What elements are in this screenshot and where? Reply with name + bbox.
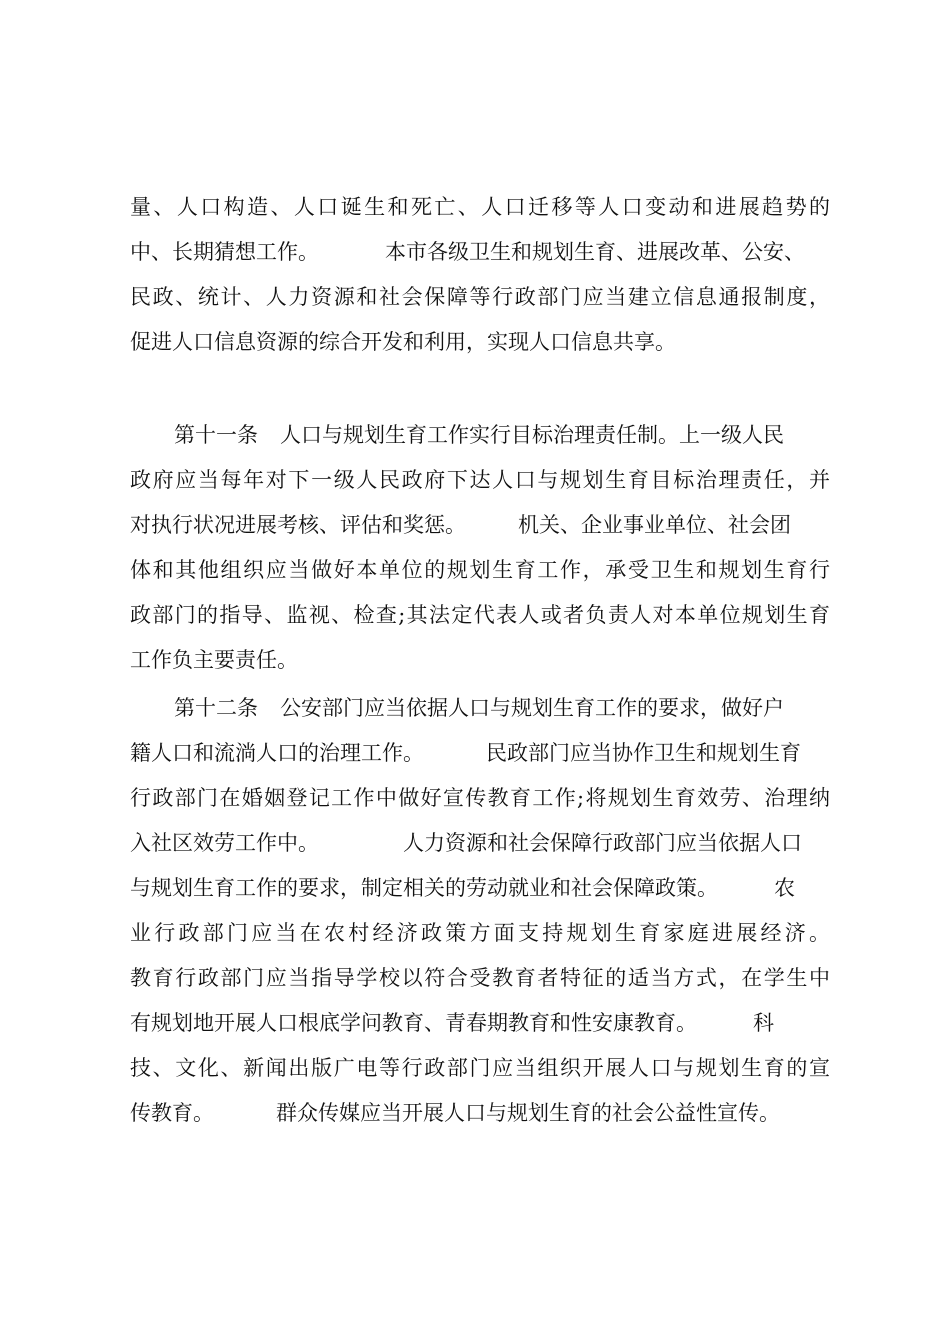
text-line-6 <box>130 458 830 502</box>
text-line-20-part-a: 传教育。 <box>130 1101 214 1125</box>
text-line-18 <box>130 1001 830 1045</box>
text-line-15-part-b: 农 <box>774 876 795 900</box>
text-line-1-text: 量、人口构造、人口诞生和死亡、人口迁移等人口变动和进展趋势的 <box>130 195 830 219</box>
text-line-14-part-a: 入社区效劳工作中。 <box>130 831 319 855</box>
text-line-4-text: 促进人口信息资源的综合开发和利用，实现人口信息共享。 <box>130 330 676 354</box>
text-line-7 <box>130 503 830 547</box>
text-line-2-part-a: 中、长期猜想工作。 <box>130 240 319 264</box>
text-line-12 <box>130 731 830 775</box>
text-line-9 <box>130 593 830 637</box>
text-line-17-text: 教育行政部门应当指导学校以符合受教育者特征的适当方式，在学生中 <box>130 966 830 990</box>
text-line-4 <box>130 320 830 364</box>
text-line-13 <box>130 776 830 820</box>
text-line-17 <box>130 956 830 1000</box>
text-line-7-part-b: 机关、企业事业单位、社会团 <box>518 513 791 537</box>
article-11-heading: 第十一条 <box>174 423 258 447</box>
text-line-20 <box>130 1091 830 1135</box>
text-line-5 <box>130 413 830 457</box>
text-line-8-text: 体和其他组织应当做好本单位的规划生育工作，承受卫生和规划生育行 <box>130 558 830 582</box>
text-line-1 <box>130 185 830 229</box>
text-line-3-text: 民政、统计、人力资源和社会保障等行政部门应当建立信息通报制度， <box>130 285 830 309</box>
text-line-10-text: 工作负主要责任。 <box>130 648 298 672</box>
text-line-20-part-b: 群众传媒应当开展人口与规划生育的社会公益性宣传。 <box>276 1101 780 1125</box>
text-line-5-text: 人口与规划生育工作实行目标治理责任制。上一级人民 <box>280 423 784 447</box>
text-line-15-part-a: 与规划生育工作的要求，制定相关的劳动就业和社会保障政策。 <box>130 876 718 900</box>
text-line-15 <box>130 866 830 910</box>
text-line-14-part-b: 人力资源和社会保障行政部门应当依据人口 <box>403 831 802 855</box>
text-line-12-part-a: 籍人口和流淌人口的治理工作。 <box>130 741 424 765</box>
text-line-2-part-b: 本市各级卫生和规划生育、进展改革、公安、 <box>385 240 805 264</box>
text-line-10 <box>130 638 830 682</box>
text-line-9-text: 政部门的指导、监视、检查;其法定代表人或者负责人对本单位规划生育 <box>130 603 830 627</box>
text-line-3 <box>130 275 830 319</box>
text-line-11-text: 公安部门应当依据人口与规划生育工作的要求，做好户 <box>280 696 784 720</box>
text-line-6-text: 政府应当每年对下一级人民政府下达人口与规划生育目标治理责任，并 <box>130 468 830 492</box>
text-line-12-part-b: 民政部门应当协作卫生和规划生育 <box>486 741 801 765</box>
text-line-11 <box>130 686 830 730</box>
text-line-13-text: 行政部门在婚姻登记工作中做好宣传教育工作;将规划生育效劳、治理纳 <box>130 786 830 810</box>
text-line-14 <box>130 821 830 865</box>
text-line-18-part-a: 有规划地开展人口根底学问教育、青春期教育和性安康教育。 <box>130 1011 697 1035</box>
article-12-heading: 第十二条 <box>174 696 258 720</box>
text-line-18-part-b: 科 <box>753 1011 774 1035</box>
text-line-8 <box>130 548 830 592</box>
text-line-2 <box>130 230 830 274</box>
text-line-7-part-a: 对执行状况进展考核、评估和奖惩。 <box>130 513 466 537</box>
text-line-16-text: 业行政部门应当在农村经济政策方面支持规划生育家庭进展经济。 <box>130 921 830 945</box>
text-line-19 <box>130 1046 830 1090</box>
text-line-16 <box>130 911 830 955</box>
text-line-19-text: 技、文化、新闻出版广电等行政部门应当组织开展人口与规划生育的宣 <box>130 1056 830 1080</box>
